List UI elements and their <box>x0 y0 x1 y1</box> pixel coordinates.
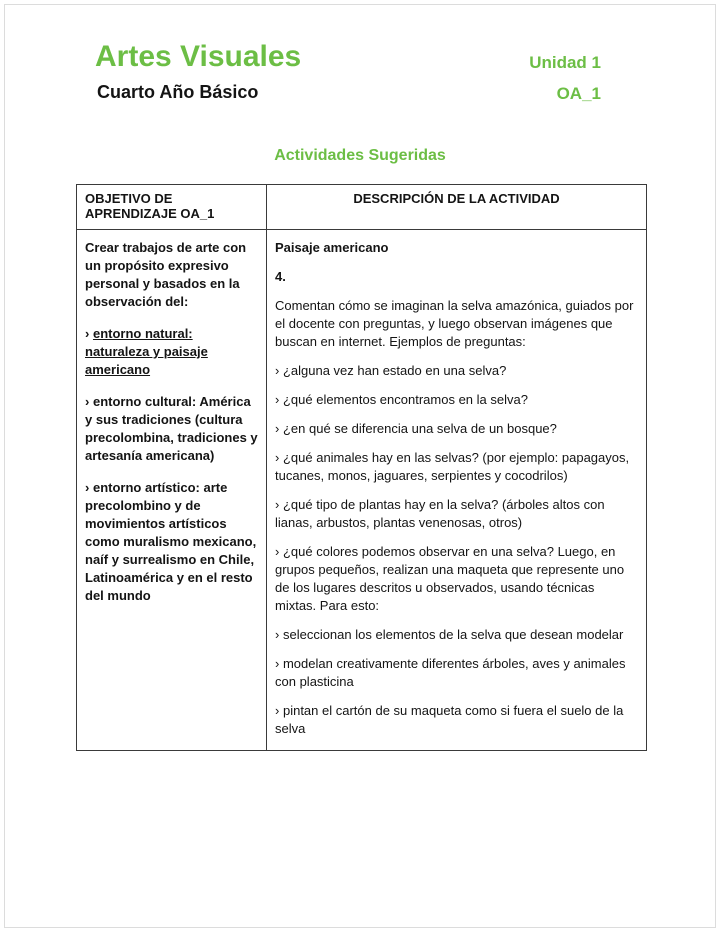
bullet-glyph: › <box>275 544 280 559</box>
bullet-glyph: › <box>275 656 280 671</box>
activities-table <box>76 184 647 751</box>
activity-bullet <box>275 655 638 691</box>
oa-label: OA_1 <box>556 84 601 103</box>
activity-bullet-text: ¿alguna vez han estado en una selva? <box>282 363 507 378</box>
section-title: Actividades Sugeridas <box>274 147 446 164</box>
bullet-glyph: › <box>275 363 280 378</box>
bullet-glyph: › <box>85 480 90 495</box>
objective-item <box>85 393 258 465</box>
activity-cell <box>267 230 647 751</box>
activity-bullet <box>275 449 638 485</box>
activity-bullet-text: modelan creativamente diferentes árboles, aves y animales con plasticina <box>275 656 626 689</box>
bullet-glyph: › <box>275 421 280 436</box>
activity-bullet-text: ¿en qué se diferencia una selva de un bosque? <box>282 421 557 436</box>
table-body-row <box>77 230 647 751</box>
objective-item <box>85 325 258 379</box>
activity-bullet-text: seleccionan los elementos de la selva que desean modelar <box>282 627 624 642</box>
bullet-glyph: › <box>275 497 280 512</box>
doc-subtitle: Cuarto Año Básico <box>97 82 259 102</box>
activity-bullet-text: ¿qué animales hay en las selvas? (por ejemplo: papagayos, tucanes, monos, jaguares, serpientes y cocodrilos) <box>275 450 630 483</box>
bullet-glyph: › <box>275 450 280 465</box>
activity-bullet <box>275 543 638 615</box>
unit-label: Unidad 1 <box>529 53 601 72</box>
objective-cell <box>77 230 267 751</box>
activity-bullet <box>275 626 638 644</box>
bullet-glyph: › <box>85 394 90 409</box>
activity-bullet-text: ¿qué tipo de plantas hay en la selva? (árboles altos con lianas, arbustos, plantas venenosas, otros) <box>275 497 605 530</box>
activity-bullet <box>275 420 638 438</box>
activity-number: 4. <box>275 269 286 284</box>
activity-bullet <box>275 702 638 738</box>
objective-intro: Crear trabajos de arte con un propósito expresivo personal y basados en la observación del: <box>85 240 247 309</box>
activity-intro: Comentan cómo se imaginan la selva amazónica, guiados por el docente con preguntas, y luego observan imágenes que buscan en internet. Ejemplos de preguntas: <box>275 298 634 349</box>
bullet-glyph: › <box>85 326 90 341</box>
activity-bullet-text: ¿qué elementos encontramos en la selva? <box>282 392 528 407</box>
bullet-glyph: › <box>275 392 280 407</box>
bullet-glyph: › <box>275 627 280 642</box>
activity-bullet <box>275 496 638 532</box>
activity-bullet <box>275 391 638 409</box>
objective-item-text: entorno cultural: América y sus tradiciones (cultura precolombina, tradiciones y artesanía americana) <box>85 394 258 463</box>
bullet-glyph: › <box>275 703 280 718</box>
description-column-header: DESCRIPCIÓN DE LA ACTIVIDAD <box>267 185 647 230</box>
objective-item-text: entorno natural: naturaleza y paisaje americano <box>85 326 208 377</box>
objective-item <box>85 479 258 605</box>
activity-bullet <box>275 362 638 380</box>
objective-column-header: OBJETIVO DE APRENDIZAJE OA_1 <box>77 185 267 230</box>
objective-item-text: entorno artístico: arte precolombino y de movimientos artísticos como muralismo mexicano, naíf y surrealismo en Chile, Latinoamérica y en el resto del mundo <box>85 480 257 603</box>
activity-bullet-text: ¿qué colores podemos observar en una selva? Luego, en grupos pequeños, realizan una maqueta que represente uno de los lugares descritos u observados, usando técnicas mixtas. Para esto: <box>275 544 625 613</box>
doc-title: Artes Visuales <box>95 40 302 73</box>
activity-title: Paisaje americano <box>275 240 389 255</box>
activity-bullet-text: pintan el cartón de su maqueta como si fuera el suelo de la selva <box>275 703 624 736</box>
table-header-row <box>77 185 647 230</box>
